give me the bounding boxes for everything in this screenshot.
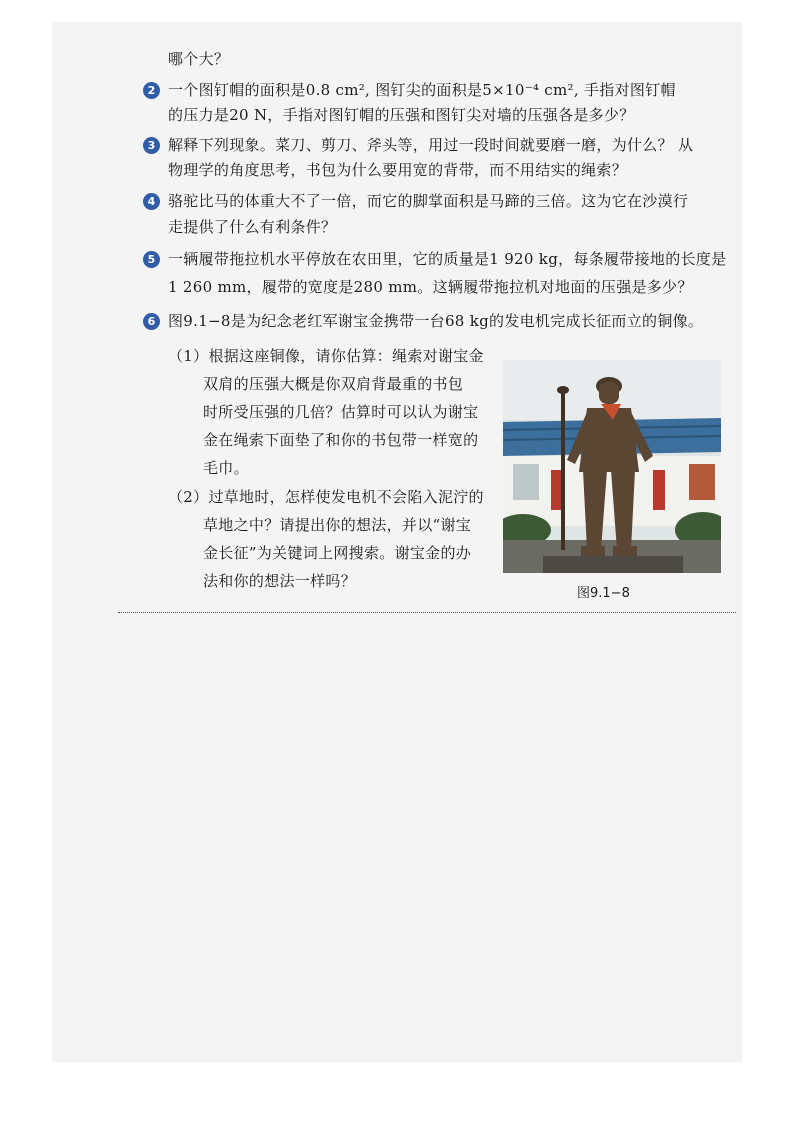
question-number-4: 4: [143, 193, 160, 210]
question-number-3: 3: [143, 137, 160, 154]
question-number-6: 6: [143, 313, 160, 330]
sub2-line-3: 金长征”为关键词上网搜索。谢宝金的办: [203, 544, 472, 562]
prev-question-tail: 哪个大？: [168, 50, 230, 68]
question-5-line-1: 一辆履带拖拉机水平停放在农田里，它的质量是1 920 kg，每条履带接地的长度是: [168, 250, 727, 268]
question-number-5: 5: [143, 251, 160, 268]
question-6-line-1: 图9.1−8是为纪念老红军谢宝金携带一台68 kg的发电机完成长征而立的铜像。: [168, 312, 704, 330]
sub1-line-5: 毛巾。: [203, 459, 249, 477]
sub1-line-2: 双肩的压强大概是你双肩背最重的书包: [203, 375, 464, 393]
question-4-line-1: 骆驼比马的体重大不了一倍，而它的脚掌面积是马蹄的三倍。这为它在沙漠行: [168, 192, 689, 210]
question-3-line-2: 物理学的角度思考，书包为什么要用宽的背带，而不用结实的绳索？: [168, 161, 628, 179]
sub2-line-1: （2）过草地时，怎样使发电机不会陷入泥泞的: [168, 488, 484, 506]
question-number-2: 2: [143, 82, 160, 99]
question-2-line-1: 一个图钉帽的面积是0.8 cm², 图钉尖的面积是5×10⁻⁴ cm², 手指对图钉帽: [168, 81, 676, 99]
sub1-line-1: （1）根据这座铜像，请你估算：绳索对谢宝金: [168, 347, 484, 365]
statue-photo: [503, 360, 721, 573]
question-4-line-2: 走提供了什么有利条件？: [168, 218, 337, 236]
sub1-line-4: 金在绳索下面垫了和你的书包带一样宽的: [203, 431, 479, 449]
sub2-line-4: 法和你的想法一样吗？: [203, 572, 357, 590]
statue-illustration: [503, 360, 721, 573]
dotted-divider: [118, 612, 736, 613]
sub2-line-2: 草地之中？请提出你的想法，并以“谢宝: [203, 516, 472, 534]
figure-caption: 图9.1−8: [577, 586, 630, 601]
question-2-line-2: 的压力是20 N，手指对图钉帽的压强和图钉尖对墙的压强各是多少？: [168, 106, 635, 124]
question-3-line-1: 解释下列现象。菜刀、剪刀、斧头等，用过一段时间就要磨一磨，为什么？ 从: [168, 136, 694, 154]
sub1-line-3: 时所受压强的几倍？估算时可以认为谢宝: [203, 403, 479, 421]
question-5-line-2: 1 260 mm，履带的宽度是280 mm。这辆履带拖拉机对地面的压强是多少？: [168, 278, 693, 296]
